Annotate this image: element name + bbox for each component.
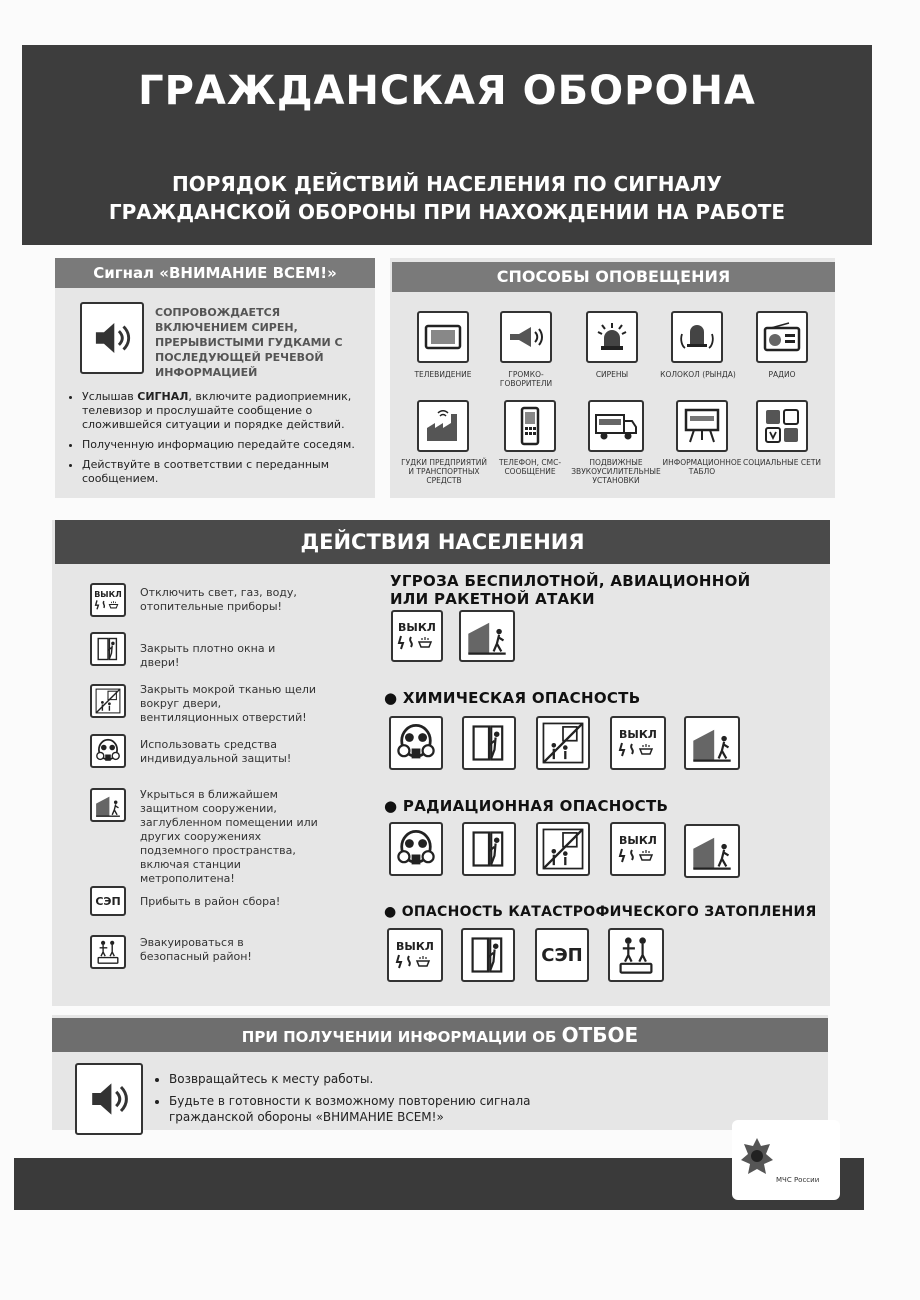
info-board-icon (676, 400, 728, 452)
signal-description: СОПРОВОЖДАЕТСЯ ВКЛЮЧЕНИЕМ СИРЕН, ПРЕРЫВИСТЫМИ ГУДКАМИ С ПОСЛЕДУЮЩЕЙ РЕЧЕВОЙ ИНФОРМАЦИЕЙ (155, 306, 343, 379)
wet-cloth-icon (90, 684, 126, 718)
radio-icon (756, 311, 808, 363)
siren-icon (586, 311, 638, 363)
action-text-assembly: Прибыть в район сбора! (140, 895, 281, 908)
mchs-logo (732, 1120, 840, 1200)
method-caption: ИНФОРМАЦИОННОЕ ТАБЛО (662, 458, 742, 476)
threat-air-attack-heading: УГРОЗА БЕСПИЛОТНОЙ, АВИАЦИОННОЙ ИЛИ РАКЕТНОЙ АТАКИ (390, 572, 751, 608)
signal-bullet-1: • Услышав СИГНАЛ, включите радиоприемник, телевизор и прослушайте сообщение о сложившейся ситуации и порядке действий. (82, 390, 382, 432)
method-caption: ПОДВИЖНЫЕ ЗВУКОУСИЛИТЕЛЬНЫЕ УСТАНОВКИ (571, 458, 661, 485)
sep-icon: СЭП (90, 886, 126, 916)
factory-horn-icon (417, 400, 469, 452)
method-caption: РАДИО (768, 370, 796, 379)
power-off-icon: ВЫКЛ (391, 610, 443, 662)
action-text-close: Закрыть плотно окна и двери! (140, 642, 276, 669)
action-text-seal: Закрыть мокрой тканью щели вокруг двери, вентиляционных отверстий! (140, 683, 317, 724)
signal-heading: Сигнал «ВНИМАНИЕ ВСЕМ!» (55, 258, 375, 288)
phone-icon (504, 400, 556, 452)
door-window-icon (462, 716, 516, 770)
shelter-icon (684, 824, 740, 878)
social-networks-icon (756, 400, 808, 452)
method-caption: СИРЕНЫ (595, 370, 629, 379)
subtitle-line-1: ПОРЯДОК ДЕЙСТВИЙ НАСЕЛЕНИЯ ПО СИГНАЛУ (172, 172, 722, 196)
otboy-bullet-1: • Возвращайтесь к месту работы. (169, 1071, 569, 1087)
method-caption: ТЕЛЕВИДЕНИЕ (414, 370, 472, 379)
speaker-icon (80, 302, 144, 374)
action-text-ppe: Использовать средства индивидуальной защиты! (140, 738, 292, 765)
page-title: ГРАЖДАНСКАЯ ОБОРОНА (138, 68, 756, 114)
signal-bullet-2: • Полученную информацию передайте соседям. (82, 438, 382, 452)
actions-heading: ДЕЙСТВИЯ НАСЕЛЕНИЯ (55, 520, 830, 564)
threat-chemical-heading: ● ХИМИЧЕСКАЯ ОПАСНОСТЬ (384, 689, 641, 707)
method-caption: ТЕЛЕФОН, СМС-СООБЩЕНИЕ (498, 458, 562, 476)
methods-heading: СПОСОБЫ ОПОВЕЩЕНИЯ (392, 262, 835, 292)
shelter-icon (684, 716, 740, 770)
tv-icon (417, 311, 469, 363)
bell-icon (671, 311, 723, 363)
method-caption: ГУДКИ ПРЕДПРИЯТИЙ И ТРАНСПОРТНЫХ СРЕДСТВ (401, 458, 487, 485)
mobile-unit-icon (588, 400, 644, 452)
action-text-utilities: Отключить свет, газ, воду, отопительные приборы! (140, 586, 297, 613)
power-off-icon: ВЫКЛ (610, 822, 666, 876)
evacuation-icon (608, 928, 664, 982)
gas-mask-icon (90, 734, 126, 768)
method-caption: КОЛОКОЛ (РЫНДА) (660, 370, 736, 379)
action-text-shelter: Укрыться в ближайшем защитном сооружении, заглубленном помещении или других сооружениях подземного пространства, включая станции метрополитена! (140, 788, 318, 885)
subtitle-line-2: ГРАЖДАНСКОЙ ОБОРОНЫ ПРИ НАХОЖДЕНИИ НА РАБОТЕ (108, 200, 786, 224)
mchs-logo-text: МЧС России (776, 1176, 820, 1184)
power-off-icon: ВЫКЛ (610, 716, 666, 770)
gas-mask-icon (389, 822, 443, 876)
door-window-icon (90, 632, 126, 666)
door-window-icon (461, 928, 515, 982)
action-text-evacuate: Эвакуироваться в безопасный район! (140, 936, 252, 963)
shelter-icon (90, 788, 126, 822)
mchs-emblem-icon (740, 1134, 774, 1184)
power-off-icon: ВЫКЛ (387, 928, 443, 982)
page-subtitle (22, 170, 872, 226)
loudspeaker-icon (500, 311, 552, 363)
wet-cloth-icon (536, 716, 590, 770)
sep-icon: СЭП (535, 928, 589, 982)
speaker-icon (75, 1063, 143, 1135)
wet-cloth-icon (536, 822, 590, 876)
power-off-icon: ВЫКЛ (90, 583, 126, 617)
signal-bullets (68, 390, 382, 492)
otboy-bullet-2: • Будьте в готовности к возможному повторению сигнала гражданской обороны «ВНИМАНИЕ ВСЕМ!» (169, 1093, 569, 1125)
signal-bullet-3: • Действуйте в соответствии с переданным сообщением. (82, 458, 382, 486)
method-caption: ГРОМКО-ГОВОРИТЕЛИ (499, 370, 553, 388)
otboy-heading: ПРИ ПОЛУЧЕНИИ ИНФОРМАЦИИ ОБ ОТБОЕ (52, 1018, 828, 1052)
shelter-icon (459, 610, 515, 662)
evacuation-icon (90, 935, 126, 969)
method-caption: СОЦИАЛЬНЫЕ СЕТИ (742, 458, 822, 467)
gas-mask-icon (389, 716, 443, 770)
otboy-bullets (155, 1071, 569, 1131)
threat-radiation-heading: ● РАДИАЦИОННАЯ ОПАСНОСТЬ (384, 797, 669, 815)
threat-flood-heading: ● ОПАСНОСТЬ КАТАСТРОФИЧЕСКОГО ЗАТОПЛЕНИЯ (384, 904, 817, 920)
door-window-icon (462, 822, 516, 876)
